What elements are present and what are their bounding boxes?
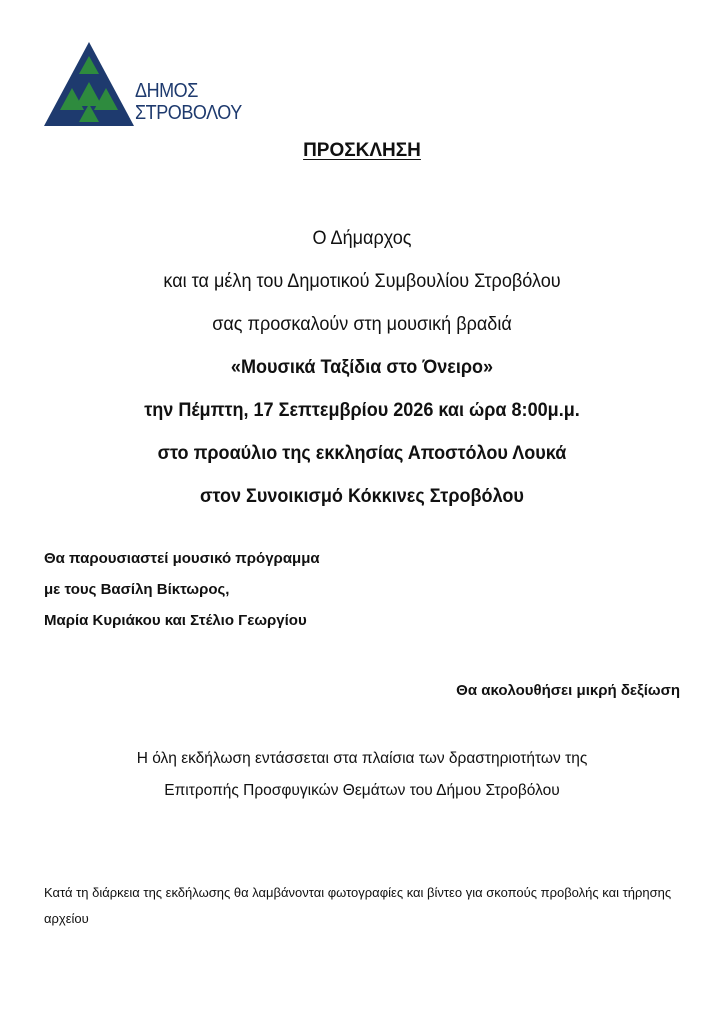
program-block: [44, 548, 320, 641]
municipality-logo: [44, 42, 264, 130]
program-line-1: Θα παρουσιαστεί μουσικό πρόγραμμα: [44, 550, 320, 567]
host-line: Ο Δήμαρχος: [312, 228, 412, 249]
invite-line: σας προσκαλούν στη μουσική βραδιά: [212, 314, 512, 335]
framework-line-1: Η όλη εκδήλωση εντάσσεται στα πλαίσια των δραστηριοτήτων της: [136, 750, 588, 767]
page-title: ΠΡΟΣΚΛΗΣΗ: [303, 140, 421, 161]
logo-line-1: ΔΗΜΟΣ: [135, 80, 198, 102]
event-venue-line-2: στον Συνοικισμό Κόκκινες Στροβόλου: [200, 486, 524, 507]
logo-wordmark: [135, 80, 242, 124]
invitation-block: [0, 224, 724, 525]
logo-line-2: ΣΤΡΟΒΟΛΟΥ: [135, 102, 242, 124]
framework-line-2: Επιτροπής Προσφυγικών Θεμάτων του Δήμου Στροβόλου: [164, 782, 560, 799]
event-name: «Μουσικά Ταξίδια στο Όνειρο»: [230, 357, 494, 378]
event-date-time: την Πέμπτη, 17 Σεπτεμβρίου 2026 και ώρα 8:00μ.μ.: [144, 400, 580, 421]
program-line-2: με τους Βασίλη Βίκτωρος,: [44, 581, 230, 598]
framework-block: [0, 748, 724, 812]
reception-note: Θα ακολουθήσει μικρή δεξίωση: [456, 682, 680, 699]
program-line-3: Μαρία Κυριάκου και Στέλιο Γεωργίου: [44, 612, 307, 629]
logo-triangle-icon: [44, 42, 134, 128]
photo-disclaimer: Κατά τη διάρκεια της εκδήλωσης θα λαμβάνονται φωτογραφίες και βίντεο για σκοπούς προβολής και τήρησης αρχείου: [44, 885, 672, 926]
event-venue-line-1: στο προαύλιο της εκκλησίας Αποστόλου Λουκά: [157, 443, 567, 464]
council-line: και τα μέλη του Δημοτικού Συμβουλίου Στροβόλου: [163, 271, 561, 292]
